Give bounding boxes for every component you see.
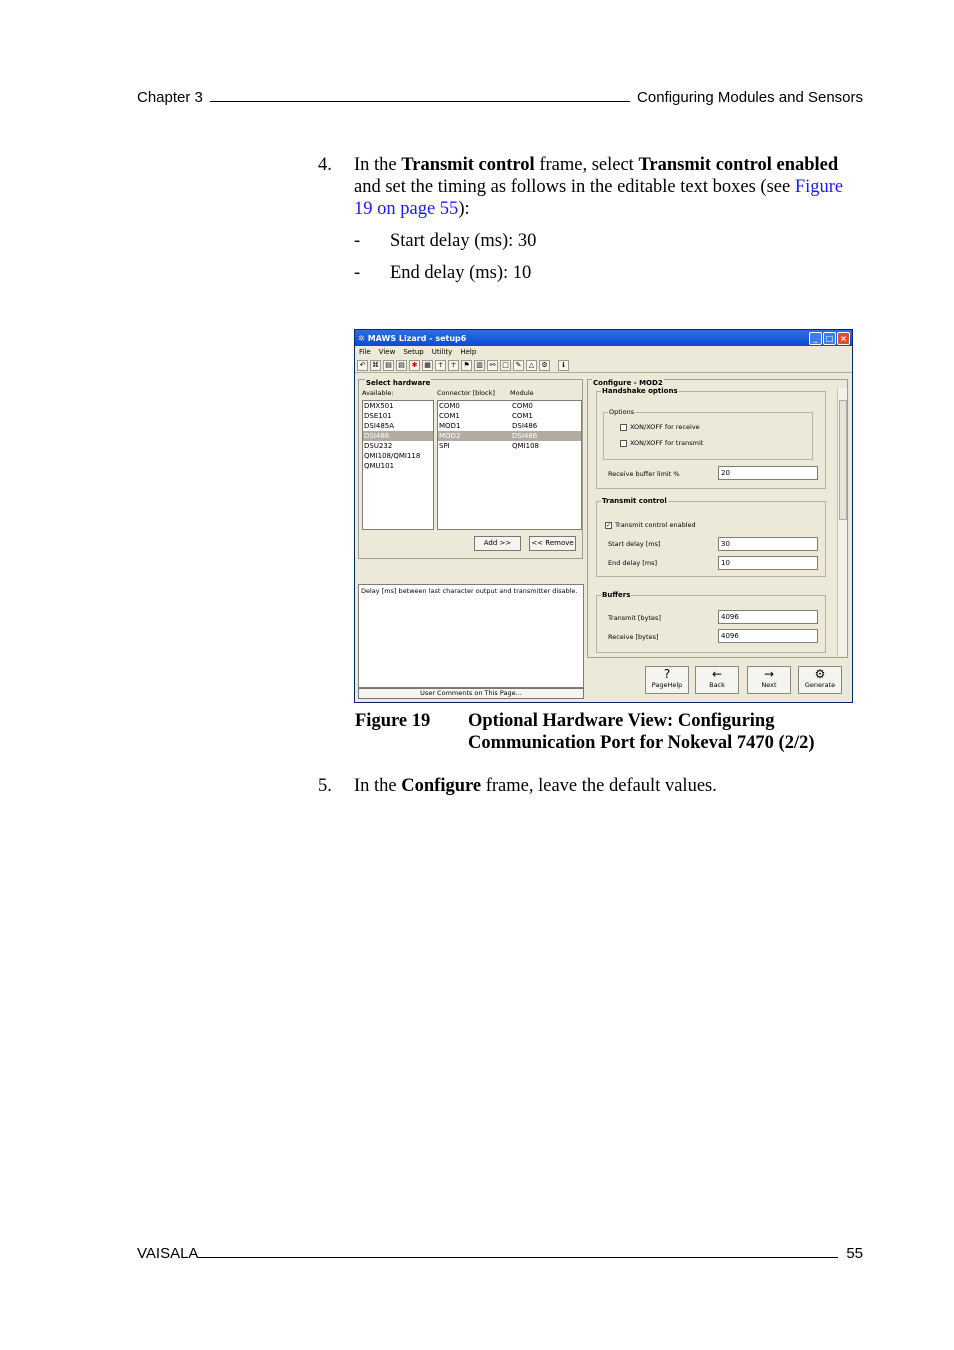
- text-run: frame, select: [534, 155, 639, 175]
- tx-enabled-checkbox[interactable]: [605, 521, 696, 529]
- connector-cell: MOD1: [439, 422, 461, 430]
- person2-icon[interactable]: ☥: [448, 360, 459, 371]
- check-icon[interactable]: ✓: [606, 521, 612, 529]
- module-label: Module: [510, 389, 534, 397]
- checkbox-icon[interactable]: [620, 424, 627, 431]
- bold-run: Configure: [401, 776, 482, 796]
- button-label: Generate: [804, 681, 836, 689]
- maximize-icon[interactable]: □: [823, 332, 836, 345]
- menu-bar: [355, 346, 852, 358]
- bold-run: Transmit control: [401, 155, 535, 175]
- table-row[interactable]: [438, 431, 581, 441]
- bullet-text: Start delay (ms): 30: [390, 231, 537, 251]
- arrow-right-icon: →: [763, 667, 775, 681]
- configure-scrollbar[interactable]: [837, 388, 847, 656]
- xon-transmit-checkbox[interactable]: [620, 439, 703, 447]
- page-icon[interactable]: □: [500, 360, 511, 371]
- available-list[interactable]: [362, 400, 434, 530]
- transmit-buffer-input[interactable]: 4096: [718, 610, 818, 624]
- bullet-text: End delay (ms): 10: [390, 263, 532, 283]
- options-frame: [603, 408, 813, 460]
- pen-icon[interactable]: ✎: [513, 360, 524, 371]
- help-icon: ?: [663, 667, 671, 681]
- checkbox-label: XON/XOFF for receive: [630, 423, 700, 431]
- next-button[interactable]: [747, 666, 791, 694]
- xon-receive-checkbox[interactable]: [620, 423, 700, 431]
- frame-title: Configure - MOD2: [593, 379, 663, 387]
- bold-run: Transmit control enabled: [638, 155, 839, 175]
- table-row[interactable]: [438, 411, 581, 421]
- minimize-icon[interactable]: _: [809, 332, 822, 345]
- buffers-title: Buffers: [602, 591, 631, 599]
- bell-icon[interactable]: △: [526, 360, 537, 371]
- text-run: In the: [354, 155, 402, 175]
- app-icon: ✲: [358, 333, 365, 343]
- undo-icon[interactable]: ↶: [357, 360, 368, 371]
- generate-button[interactable]: [798, 666, 842, 694]
- remove-button[interactable]: << Remove: [529, 536, 576, 551]
- checkbox-label: XON/XOFF for transmit: [630, 439, 704, 447]
- list-item[interactable]: DSI486: [363, 431, 433, 441]
- pagehelp-button[interactable]: [645, 666, 689, 694]
- toolbar: [355, 358, 852, 373]
- connector-cell: COM0: [439, 402, 460, 410]
- table-row[interactable]: [438, 401, 581, 411]
- frame-title: Select hardware: [366, 379, 431, 387]
- available-label: Available:: [362, 389, 394, 397]
- figure-label: Figure 19: [355, 711, 431, 731]
- page-footer: [137, 1242, 863, 1262]
- list-item[interactable]: DSU232: [364, 442, 393, 450]
- connector-cell: MOD2: [439, 432, 461, 440]
- button-label: Next: [761, 681, 777, 689]
- handshake-frame: [596, 387, 826, 489]
- arrow-left-icon: ←: [711, 667, 723, 681]
- dev-icon[interactable]: ▤: [383, 360, 394, 371]
- star-icon[interactable]: ✱: [409, 360, 420, 371]
- module-cell: DSI486: [512, 422, 538, 430]
- close-icon[interactable]: ×: [837, 332, 850, 345]
- table-row[interactable]: [438, 421, 581, 431]
- start-delay-label: Start delay [ms]: [608, 540, 661, 548]
- connector-cell: SPI: [439, 442, 450, 450]
- window-titlebar[interactable]: [355, 330, 852, 346]
- configure-frame: [587, 379, 848, 658]
- figure-title: Optional Hardware View: Configuring Communication Port for Nokeval 7470 (2/2): [468, 711, 815, 753]
- menu-setup[interactable]: Setup: [403, 348, 424, 356]
- gear-icon[interactable]: ⚙: [539, 360, 550, 371]
- end-delay-label: End delay [ms]: [608, 559, 658, 567]
- user-comments-button[interactable]: User Comments on This Page...: [358, 688, 584, 699]
- receive-buffer-bytes-label: Receive [bytes]: [608, 633, 659, 641]
- select-hardware-frame: [358, 379, 583, 559]
- header-rule: [210, 101, 630, 102]
- bullet-dash: -: [354, 231, 361, 251]
- end-delay-input[interactable]: 10: [718, 556, 818, 570]
- person-icon[interactable]: ☥: [435, 360, 446, 371]
- add-button[interactable]: Add >>: [474, 536, 521, 551]
- text-run: and set the timing as follows in the editable text boxes (see: [354, 177, 795, 197]
- connector-cell: COM1: [439, 412, 460, 420]
- help-text-box: Delay [ms] between last character output and transmitter disable.: [358, 584, 584, 688]
- flag-icon[interactable]: ⚑: [461, 360, 472, 371]
- app-screenshot: [354, 329, 853, 703]
- checkbox-icon[interactable]: [620, 440, 627, 447]
- step-text: [354, 775, 863, 797]
- receive-buffer-bytes-input[interactable]: 4096: [718, 629, 818, 643]
- list-item[interactable]: DSI485A: [364, 422, 395, 430]
- transmit-control-frame: [596, 497, 826, 577]
- menu-file[interactable]: File: [359, 348, 371, 356]
- step-text: [354, 154, 863, 220]
- step-number: 4.: [318, 155, 332, 175]
- connector-label: Connector [block]: [437, 389, 495, 397]
- page-number: 55: [846, 1245, 863, 1262]
- menu-utility[interactable]: Utility: [431, 348, 453, 356]
- module-cell: DSI486: [512, 432, 538, 440]
- table-row[interactable]: [438, 441, 581, 451]
- module-cell: COM0: [512, 402, 533, 410]
- list-item[interactable]: DMX501: [364, 402, 394, 410]
- list-item[interactable]: QMU101: [364, 462, 395, 470]
- module-cell: COM1: [512, 412, 533, 420]
- section-title: Configuring Modules and Sensors: [637, 89, 863, 106]
- page-header: [137, 86, 863, 106]
- back-button[interactable]: [695, 666, 739, 694]
- chapter-label: Chapter 3: [137, 89, 203, 106]
- text-run: ):: [458, 199, 470, 219]
- dev2-icon[interactable]: ▤: [396, 360, 407, 371]
- gears-icon: ⚙: [814, 667, 826, 681]
- menu-help[interactable]: Help: [460, 348, 477, 356]
- text-run: In the: [354, 776, 402, 796]
- footer-rule: [198, 1257, 838, 1258]
- scroll-thumb[interactable]: [839, 400, 847, 520]
- link-icon[interactable]: ⚯: [487, 360, 498, 371]
- list-item[interactable]: DSE101: [364, 412, 392, 420]
- module-cell: QMI108: [512, 442, 539, 450]
- list-item[interactable]: QMI108/QMI118: [364, 452, 421, 460]
- grid-icon[interactable]: ▦: [422, 360, 433, 371]
- handshake-title: Handshake options: [602, 387, 678, 395]
- transmit-control-title: Transmit control: [602, 497, 667, 505]
- options-title: Options: [609, 408, 635, 416]
- menu-view[interactable]: View: [378, 348, 396, 356]
- connector-module-list[interactable]: [437, 400, 582, 530]
- start-delay-input[interactable]: 30: [718, 537, 818, 551]
- buffers-frame: [596, 591, 826, 653]
- transmit-buffer-label: Transmit [bytes]: [608, 614, 661, 622]
- receive-buffer-input[interactable]: 20: [718, 466, 818, 480]
- step-number: 5.: [318, 776, 332, 796]
- receive-buffer-label: Receive buffer limit %: [608, 470, 680, 478]
- company-name: VAISALA: [137, 1245, 199, 1262]
- text-run: frame, leave the default values.: [481, 776, 717, 796]
- info-icon[interactable]: ℹ: [558, 360, 569, 371]
- figure-link[interactable]: Figure 19 on page 55: [354, 177, 844, 219]
- checkbox-label: Transmit control enabled: [615, 521, 696, 529]
- tree-icon[interactable]: ⌘: [372, 360, 379, 369]
- bullet-dash: -: [354, 263, 361, 283]
- button-label: Back: [709, 681, 725, 689]
- window-title: MAWS Lizard - setup6: [367, 333, 467, 343]
- barcode-icon[interactable]: ▥: [474, 360, 485, 371]
- button-label: PageHelp: [651, 681, 683, 689]
